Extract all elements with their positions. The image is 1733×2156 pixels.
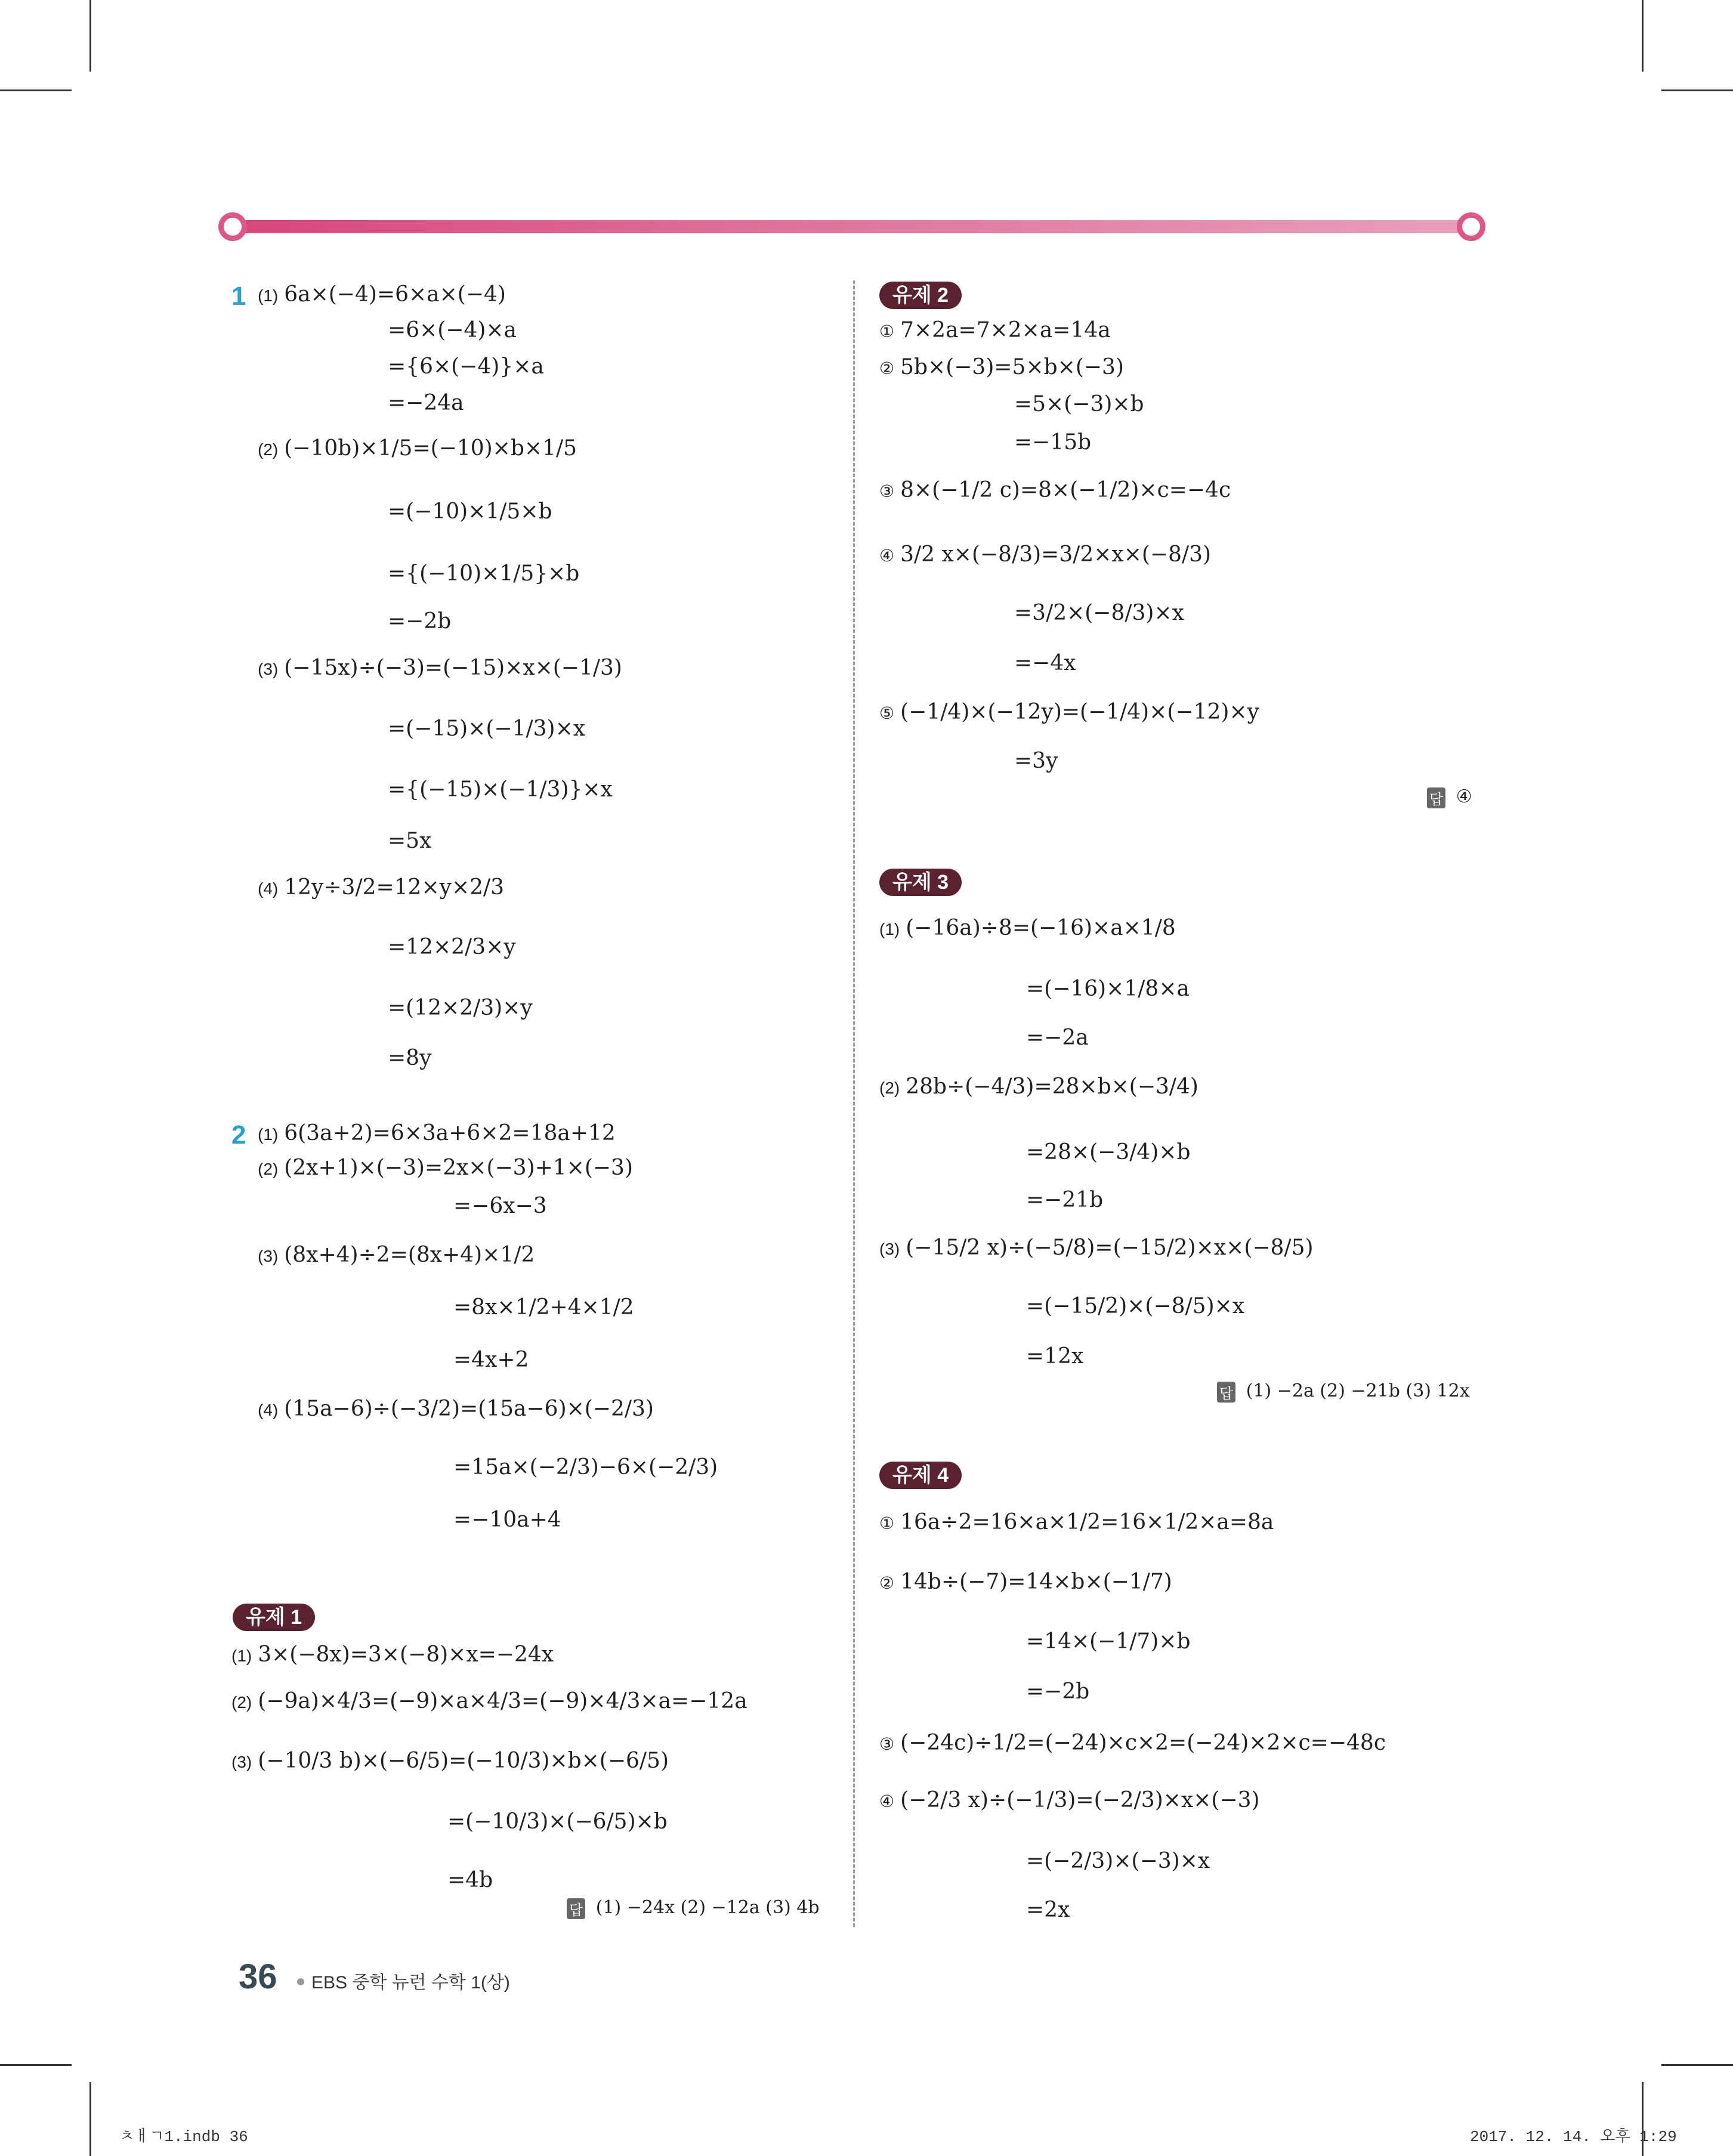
solution-line — [388, 390, 464, 416]
solution-line — [231, 1642, 554, 1669]
solution-line — [879, 699, 1259, 727]
answer-line — [1427, 786, 1472, 808]
solution-line — [879, 542, 1211, 569]
solution-line — [388, 777, 613, 803]
equation-text: =5×(−3)×b — [1014, 392, 1144, 416]
solution-line — [388, 499, 552, 525]
solution-line — [453, 1193, 547, 1219]
crop-mark — [1642, 0, 1644, 72]
question-number: 1 — [231, 282, 246, 311]
equation-text: =−2b — [388, 609, 452, 634]
exercise-badge: 유제 2 — [879, 282, 962, 309]
equation-text: (15a−6)÷(−3/2)=(15a−6)×(−2/3) — [284, 1397, 654, 1421]
equation-text: ={6×(−4)}×a — [388, 354, 544, 379]
solution-line — [388, 609, 451, 635]
item-marker: ② — [879, 359, 895, 378]
equation-text: =5x — [388, 829, 432, 853]
equation-text: =28×(−3/4)×b — [1026, 1140, 1191, 1165]
solution-line — [231, 1748, 669, 1775]
answer-text: ④ — [1456, 786, 1472, 807]
equation-text: =−24a — [388, 391, 464, 415]
crop-mark — [89, 0, 91, 72]
equation-text: 6(3a+2)=6×3a+6×2=18a+12 — [284, 1121, 616, 1145]
equation-text: =3y — [1014, 749, 1058, 773]
item-marker: (2) — [258, 1160, 279, 1178]
solution-line — [879, 1074, 1198, 1101]
crop-mark — [0, 2064, 72, 2066]
solution-line — [258, 435, 577, 463]
equation-text: =−4x — [1014, 651, 1076, 675]
item-marker: (2) — [258, 440, 279, 459]
solution-line — [388, 934, 516, 960]
solution-line — [388, 716, 585, 742]
question-number: 2 — [231, 1120, 246, 1150]
solution-line — [879, 1569, 1172, 1596]
equation-text: (−9a)×4/3=(−9)×a×4/3=(−9)×4/3×a=−12a — [258, 1689, 747, 1713]
solution-line — [388, 828, 431, 854]
print-timestamp: 2017. 12. 14. 오후 1:29 — [1470, 2128, 1677, 2146]
solution-line — [1014, 430, 1091, 456]
solution-line — [879, 317, 1111, 345]
solution-line — [1026, 1629, 1191, 1655]
equation-text: (−1/4)×(−12y)=(−1/4)×(−12)×y — [900, 700, 1259, 724]
answer-label: 답 — [1217, 1382, 1235, 1403]
item-marker: (1) — [258, 286, 279, 305]
equation-text: =−2b — [1026, 1679, 1090, 1704]
equation-text: =2x — [1026, 1898, 1070, 1922]
item-marker: (2) — [231, 1693, 252, 1712]
solution-line — [879, 1509, 1274, 1537]
exercise-badge: 유제 3 — [879, 869, 962, 896]
solution-line — [258, 655, 622, 682]
equation-text: =15a×(−2/3)−6×(−2/3) — [453, 1455, 718, 1479]
item-marker: ⑤ — [879, 704, 895, 722]
crop-mark — [89, 2082, 91, 2156]
solution-line — [388, 317, 517, 344]
equation-text: 14b÷(−7)=14×b×(−1/7) — [900, 1570, 1172, 1594]
solution-line — [879, 1787, 1260, 1815]
equation-text: =4b — [447, 1868, 493, 1892]
equation-text: (−16a)÷8=(−16)×a×1/8 — [906, 916, 1176, 940]
crop-mark — [0, 89, 72, 91]
equation-text: =14×(−1/7)×b — [1026, 1629, 1191, 1654]
solution-line — [1026, 1897, 1070, 1923]
equation-text: 5b×(−3)=5×b×(−3) — [900, 355, 1124, 379]
equation-text: =(−10)×1/5×b — [388, 499, 552, 524]
solution-line — [447, 1867, 493, 1894]
equation-text: =−10a+4 — [453, 1508, 561, 1532]
answer-label: 답 — [1427, 787, 1445, 808]
answer-line — [567, 1897, 820, 1919]
page-number: 36 — [239, 1957, 277, 1996]
answer-label: 답 — [567, 1898, 585, 1919]
item-marker: ① — [879, 1514, 895, 1533]
item-marker: (3) — [258, 660, 279, 678]
equation-text: =3/2×(−8/3)×x — [1014, 601, 1184, 625]
equation-text: =−6x−3 — [453, 1194, 547, 1218]
equation-text: ={(−10)×1/5}×b — [388, 561, 580, 586]
solution-line — [388, 1045, 431, 1071]
item-marker: (1) — [231, 1647, 252, 1665]
equation-text: =(−2/3)×(−3)×x — [1026, 1849, 1210, 1873]
solution-line — [1026, 1293, 1244, 1320]
header-bar-right-dot — [1457, 212, 1485, 241]
solution-line — [388, 561, 579, 587]
item-marker: (3) — [879, 1240, 900, 1258]
equation-text: =(−10/3)×(−6/5)×b — [447, 1809, 668, 1834]
solution-line — [258, 282, 506, 309]
solution-line — [1026, 1848, 1210, 1874]
solution-line — [1014, 600, 1184, 626]
equation-text: =(−16)×1/8×a — [1026, 977, 1190, 1001]
solution-line — [453, 1295, 634, 1321]
crop-mark — [1661, 89, 1733, 91]
equation-text: 16a÷2=16×a×1/2=16×1/2×a=8a — [900, 1510, 1274, 1534]
equation-text: (2x+1)×(−3)=2x×(−3)+1×(−3) — [284, 1156, 634, 1180]
solution-line — [453, 1507, 561, 1533]
answer-text: (1) −2a (2) −21b (3) 12x — [1246, 1380, 1470, 1401]
solution-line — [1026, 1679, 1089, 1705]
equation-text: 28b÷(−4/3)=28×b×(−3/4) — [906, 1074, 1198, 1099]
item-marker: (3) — [231, 1753, 252, 1771]
item-marker: (3) — [258, 1247, 279, 1265]
equation-text: (−15/2 x)÷(−5/8)=(−15/2)×x×(−8/5) — [906, 1235, 1314, 1260]
item-marker: (4) — [258, 879, 279, 898]
item-marker: ① — [879, 322, 895, 341]
item-marker: ③ — [879, 482, 895, 501]
equation-text: 12y÷3/2=12×y×2/3 — [284, 875, 505, 900]
header-bar — [221, 220, 1485, 233]
equation-text: (−15x)÷(−3)=(−15)×x×(−1/3) — [284, 656, 622, 680]
solution-line — [1026, 1139, 1191, 1166]
solution-line — [258, 1396, 654, 1423]
solution-line — [258, 1155, 633, 1182]
header-bar-left-dot — [218, 212, 247, 241]
solution-line — [258, 875, 504, 902]
item-marker: ③ — [879, 1735, 895, 1753]
solution-line — [1026, 976, 1190, 1002]
crop-mark — [1661, 2064, 1733, 2066]
equation-text: 3×(−8x)=3×(−8)×x=−24x — [258, 1642, 554, 1667]
solution-line — [879, 1730, 1386, 1757]
item-marker: (4) — [258, 1401, 279, 1419]
solution-line — [879, 915, 1176, 943]
solution-line — [1014, 650, 1076, 677]
equation-text: 7×2a=7×2×a=14a — [900, 318, 1111, 342]
equation-text: (−24c)÷1/2=(−24)×c×2=(−24)×2×c=−48c — [900, 1731, 1386, 1755]
solution-line — [879, 477, 1231, 505]
solution-line — [1026, 1187, 1103, 1213]
exercise-badge: 유제 1 — [233, 1604, 315, 1631]
equation-text: 3/2 x×(−8/3)=3/2×x×(−8/3) — [900, 542, 1212, 567]
equation-text: =6×(−4)×a — [388, 318, 517, 342]
solution-line — [879, 354, 1124, 382]
column-divider — [853, 280, 855, 1927]
equation-text: =−21b — [1026, 1188, 1104, 1212]
solution-line — [258, 1242, 535, 1269]
solution-line — [1014, 391, 1144, 418]
equation-text: 6a×(−4)=6×a×(−4) — [284, 282, 506, 307]
solution-line — [388, 995, 533, 1021]
solution-line — [453, 1454, 718, 1481]
solution-line — [1026, 1025, 1089, 1051]
item-marker: ④ — [879, 1792, 895, 1811]
equation-text: =(12×2/3)×y — [388, 996, 533, 1020]
equation-text: =(−15/2)×(−8/5)×x — [1026, 1294, 1245, 1318]
equation-text: =12x — [1026, 1344, 1084, 1369]
answer-line — [1217, 1380, 1470, 1403]
book-title: EBS 중학 뉴런 수학 1(상) — [311, 1973, 510, 1993]
equation-text: =12×2/3×y — [388, 935, 516, 959]
bullet-dot — [297, 1978, 304, 1985]
equation-text: ={(−15)×(−1/3)}×x — [388, 777, 613, 802]
item-marker: ② — [879, 1574, 895, 1592]
equation-text: =8y — [388, 1046, 432, 1070]
solution-line — [231, 1688, 747, 1716]
equation-text: (8x+4)÷2=(8x+4)×1/2 — [284, 1243, 535, 1267]
equation-text: =4x+2 — [453, 1348, 529, 1372]
solution-line — [447, 1809, 668, 1835]
item-marker: ④ — [879, 546, 895, 565]
item-marker: (2) — [879, 1079, 900, 1097]
solution-line — [388, 354, 544, 380]
equation-text: (−10/3 b)×(−6/5)=(−10/3)×b×(−6/5) — [258, 1749, 669, 1773]
equation-text: =−15b — [1014, 430, 1092, 455]
solution-line — [1014, 748, 1058, 774]
answer-text: (1) −24x (2) −12a (3) 4b — [595, 1897, 820, 1918]
equation-text: (−10b)×1/5=(−10)×b×1/5 — [284, 436, 577, 461]
item-marker: (1) — [879, 920, 900, 938]
item-marker: (1) — [258, 1125, 279, 1144]
file-name: ㅊㅐㄱ1.indb 36 — [119, 2128, 248, 2146]
solution-line — [879, 1235, 1314, 1262]
equation-text: =(−15)×(−1/3)×x — [388, 716, 586, 741]
solution-line — [453, 1347, 529, 1373]
exercise-badge: 유제 4 — [879, 1462, 962, 1489]
equation-text: 8×(−1/2 c)=8×(−1/2)×c=−4c — [900, 478, 1231, 502]
equation-text: =−2a — [1026, 1026, 1089, 1050]
equation-text: =8x×1/2+4×1/2 — [453, 1295, 634, 1320]
equation-text: (−2/3 x)÷(−1/3)=(−2/3)×x×(−3) — [900, 1788, 1260, 1812]
solution-line — [258, 1120, 616, 1148]
solution-line — [1026, 1343, 1083, 1370]
